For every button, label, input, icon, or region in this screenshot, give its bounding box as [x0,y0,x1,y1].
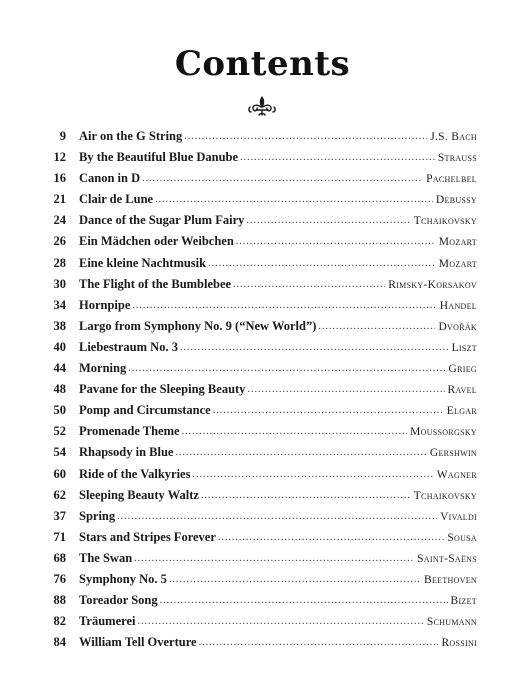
toc-page-number: 52 [53,424,66,439]
toc-composer: Rimsky-Korsakov [388,278,477,291]
toc-piece-title: Ein Mädchen oder Weibchen [79,234,234,249]
toc-composer: Schumann [426,616,477,629]
dot-leader [182,421,408,442]
toc-composer: Wagner [436,468,477,481]
toc-page-number: 48 [53,382,66,397]
dot-leader [137,611,423,632]
toc-composer: Grieg [448,363,477,376]
toc-entry [44,337,477,358]
dot-leader [208,253,436,274]
dot-leader [247,379,444,400]
toc-page-number: 12 [53,150,66,165]
toc-composer: Tchaikovsky [413,489,477,502]
toc-piece-title: Sleeping Beauty Waltz [79,487,199,502]
toc-piece-title: Ride of the Valkyries [79,466,191,481]
toc-composer: Gershwin [429,447,477,460]
toc-entry [44,548,477,569]
toc-piece-title: Pavane for the Sleeping Beauty [79,382,246,397]
toc-piece-title: Canon in D [79,171,141,186]
dot-leader [134,548,414,569]
toc-composer: Tchaikovsky [413,215,477,228]
dot-leader [184,126,427,147]
toc-piece-title: William Tell Overture [79,635,197,650]
dot-leader [160,590,448,611]
toc-page-number: 82 [53,614,66,629]
toc-page-number: 21 [53,192,66,207]
toc-page-number: 71 [53,529,66,544]
toc-entry [44,590,477,611]
toc-composer: Sousa [447,531,477,544]
dot-leader [213,400,444,421]
toc-entry [44,168,477,189]
toc-composer: Moussorgsky [410,426,477,439]
toc-entry [44,274,477,295]
toc-entry [44,464,477,485]
toc-entry [44,147,477,168]
dot-leader [180,337,449,358]
toc-entry [44,400,477,421]
toc-piece-title: Träumerei [79,614,136,629]
toc-piece-title: Rhapsody in Blue [79,445,174,460]
toc-entry [44,358,477,379]
toc-composer: J.S. Bach [430,131,477,143]
toc-entry [44,126,477,147]
toc-entry [44,295,477,316]
toc-page-number: 84 [53,635,66,650]
table-of-contents [44,126,477,653]
toc-piece-title: Largo from Symphony No. 9 (“New World”) [79,318,317,333]
toc-page-number: 37 [53,508,66,523]
toc-piece-title: Toreador Song [79,593,158,608]
toc-composer: Beethoven [423,573,477,586]
dot-leader [236,231,436,252]
toc-entry [44,442,477,463]
toc-entry [44,316,477,337]
fleur-de-lis-ornament-icon [247,94,277,118]
toc-page-number: 9 [59,129,66,143]
toc-composer: Vivaldi [440,510,477,523]
toc-composer: Elgar [446,405,477,418]
dot-leader [175,442,426,463]
toc-entry [44,485,477,506]
toc-composer: Pachelbel [426,173,477,186]
toc-piece-title: Symphony No. 5 [79,571,167,586]
toc-entry [44,611,477,632]
dot-leader [128,358,445,379]
toc-piece-title: Hornpipe [79,297,131,312]
dot-leader [233,274,385,295]
toc-composer: Debussy [435,194,477,207]
dot-leader [169,569,421,590]
toc-composer: Rossini [441,637,477,650]
dot-leader [201,485,411,506]
dot-leader [218,527,444,548]
dot-leader [246,210,410,231]
toc-page-number: 24 [53,213,66,228]
toc-piece-title: Clair de Lune [79,192,154,207]
toc-piece-title: Morning [79,361,127,376]
dot-leader [142,168,423,189]
toc-composer: Bizet [450,595,477,608]
toc-piece-title: Pomp and Circumstance [79,403,211,418]
toc-page-number: 76 [53,571,66,586]
toc-composer: Mozart [438,257,477,270]
toc-piece-title: Promenade Theme [79,424,180,439]
dot-leader [192,464,433,485]
dot-leader [132,295,436,316]
toc-page-number: 34 [53,297,66,312]
toc-piece-title: By the Beautiful Blue Danube [79,150,239,165]
toc-composer: Saint-Saëns [417,552,477,565]
toc-page-number: 54 [53,445,66,460]
toc-composer: Strauss [437,152,477,165]
toc-entry [44,189,477,210]
toc-page-number: 50 [53,403,66,418]
toc-page-number: 44 [53,361,66,376]
dot-leader [117,506,437,527]
toc-entry [44,421,477,442]
toc-page-number: 68 [53,550,66,565]
toc-entry [44,569,477,590]
toc-composer: Handel [439,299,477,312]
dot-leader [155,189,433,210]
toc-piece-title: The Flight of the Bumblebee [79,276,232,291]
toc-entry [44,527,477,548]
toc-piece-title: Liebestraum No. 3 [79,339,178,354]
toc-entry [44,231,477,252]
toc-entry [44,506,477,527]
dot-leader [199,632,439,653]
toc-piece-title: The Swan [79,550,133,565]
page-title: Contents [174,44,351,84]
toc-page-number: 88 [53,593,66,608]
toc-piece-title: Air on the G String [79,129,183,143]
toc-page-number: 38 [53,318,66,333]
toc-piece-title: Spring [79,508,116,523]
toc-composer: Liszt [451,341,477,354]
toc-entry [44,210,477,231]
toc-piece-title: Dance of the Sugar Plum Fairy [79,213,245,228]
dot-leader [240,147,435,168]
toc-piece-title: Stars and Stripes Forever [79,529,216,544]
toc-composer: Dvořák [438,320,477,333]
toc-page-number: 28 [53,255,66,270]
toc-entry [44,253,477,274]
toc-composer: Ravel [447,384,477,397]
toc-entry [44,632,477,653]
dot-leader [318,316,435,337]
toc-page-number: 40 [53,339,66,354]
toc-entry [44,379,477,400]
toc-page-number: 60 [53,466,66,481]
toc-page-number: 30 [53,276,66,291]
toc-page-number: 16 [53,171,66,186]
toc-page-number: 26 [53,234,66,249]
toc-composer: Mozart [438,236,477,249]
toc-page-number: 62 [53,487,66,502]
toc-piece-title: Eine kleine Nachtmusik [79,255,207,270]
